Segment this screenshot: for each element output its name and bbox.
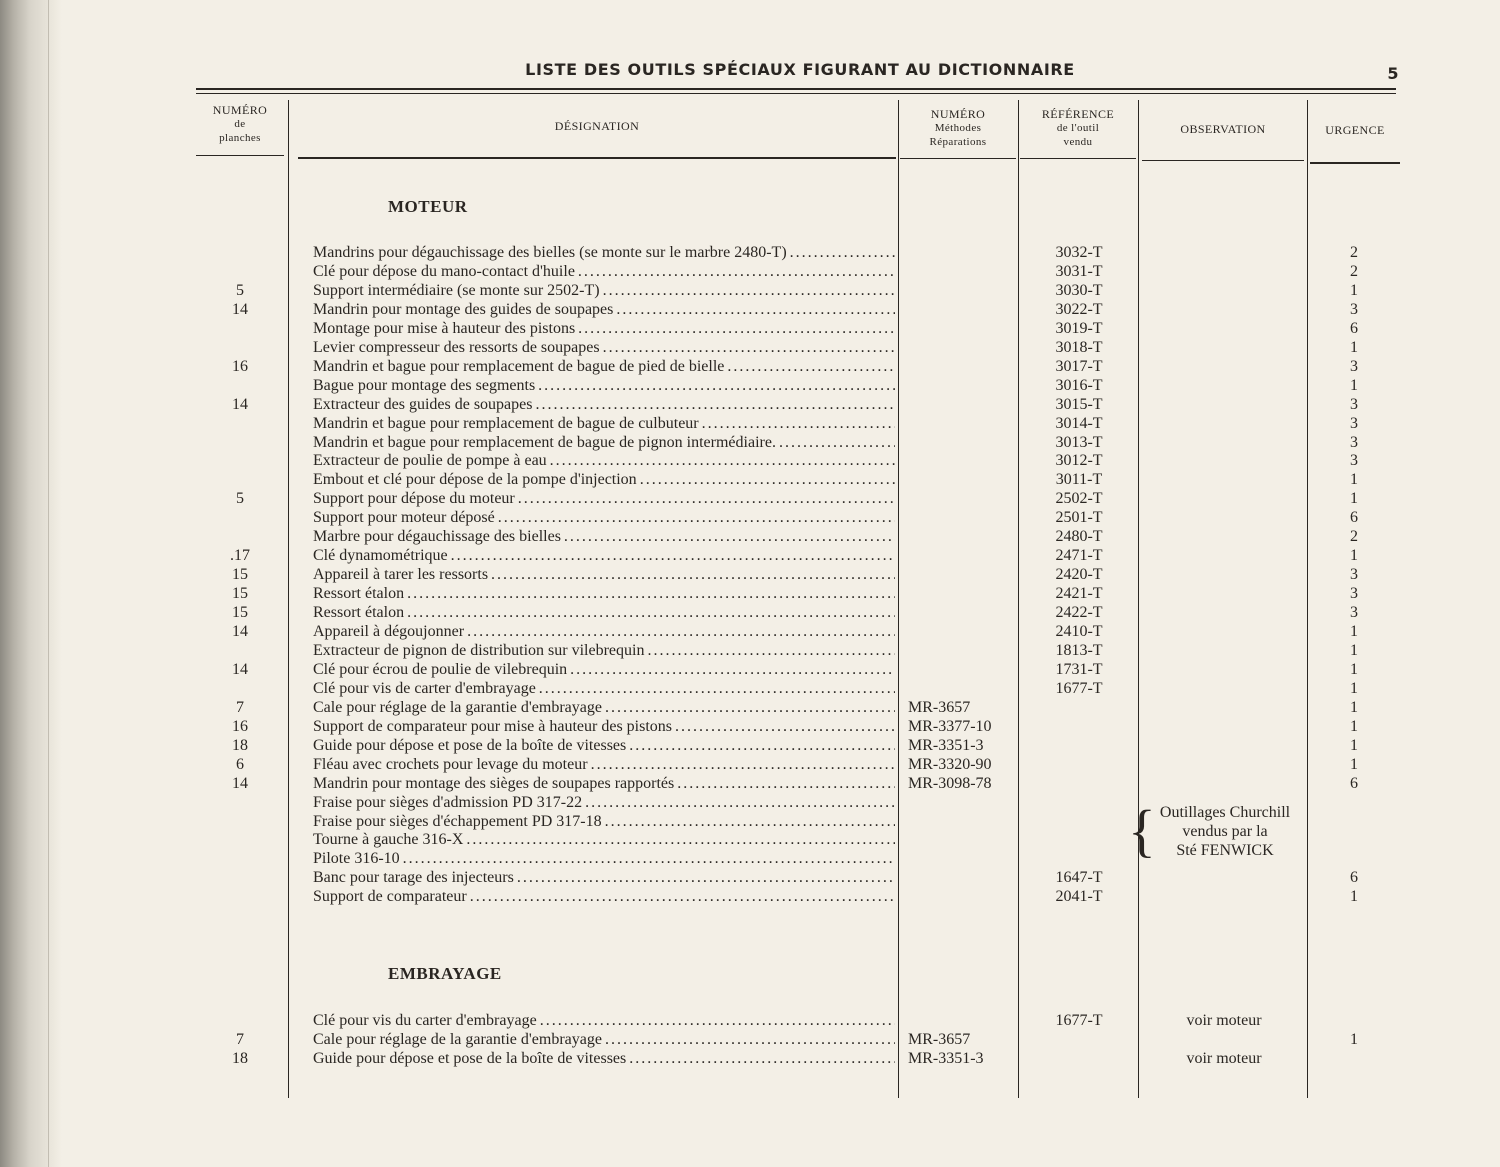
table-row bbox=[0, 319, 1500, 338]
methodes-number-cell: MR-3351-3 bbox=[908, 737, 984, 754]
header-reference-line1: RÉFÉRENCE bbox=[1041, 107, 1115, 121]
group-observation bbox=[1142, 803, 1308, 860]
table-row bbox=[0, 489, 1500, 508]
header-methodes-line1: NUMÉRO bbox=[930, 107, 986, 121]
section-title-embrayage: EMBRAYAGE bbox=[388, 964, 502, 983]
top-rule-thin bbox=[196, 93, 1396, 94]
planche-number-cell: 18 bbox=[232, 737, 248, 754]
header-methodes bbox=[900, 107, 1016, 149]
designation-cell: Clé pour écrou de poulie de vilebrequin . . . bbox=[313, 660, 895, 679]
urgence-cell: 6 bbox=[1350, 509, 1358, 526]
table-row bbox=[0, 717, 1500, 736]
table-row bbox=[0, 660, 1500, 679]
table-row bbox=[0, 527, 1500, 546]
table-row bbox=[0, 262, 1500, 281]
methodes-number-cell: MR-3657 bbox=[908, 699, 971, 716]
header-methodes-line3: Réparations bbox=[929, 136, 987, 148]
designation-cell: Bague pour montage des segments . . . bbox=[313, 376, 895, 395]
table-row bbox=[0, 1049, 1500, 1068]
urgence-cell: 1 bbox=[1350, 642, 1358, 659]
designation-cell: Appareil à tarer les ressorts . . . bbox=[313, 565, 895, 584]
designation-cell: Banc pour tarage des injecteurs . . . bbox=[313, 868, 895, 887]
methodes-number-cell: MR-3351-3 bbox=[908, 1050, 984, 1067]
designation-cell: Guide pour dépose et pose de la boîte de vitesses . . . bbox=[313, 736, 895, 755]
urgence-cell: 3 bbox=[1350, 358, 1358, 375]
reference-cell: 3013-T bbox=[1055, 434, 1103, 451]
designation-cell: Marbre pour dégauchissage des bielles . . . bbox=[313, 527, 895, 546]
header-urgence: URGENCE bbox=[1325, 123, 1385, 137]
table-row bbox=[0, 887, 1500, 906]
designation-cell: Extracteur des guides de soupapes . . . bbox=[313, 395, 895, 414]
designation-cell: Levier compresseur des ressorts de soupapes . . . bbox=[313, 338, 895, 357]
header-planches-line2: de bbox=[234, 118, 246, 130]
table-row bbox=[0, 755, 1500, 774]
reference-cell: 3032-T bbox=[1055, 244, 1103, 261]
planche-number-cell: 14 bbox=[232, 301, 248, 318]
urgence-cell: 1 bbox=[1350, 623, 1358, 640]
page-title: LISTE DES OUTILS SPÉCIAUX FIGURANT AU DICTIONNAIRE bbox=[525, 60, 1075, 79]
table-row bbox=[0, 868, 1500, 887]
table-row bbox=[0, 357, 1500, 376]
urgence-cell: 1 bbox=[1350, 756, 1358, 773]
reference-cell: 1647-T bbox=[1055, 869, 1103, 886]
designation-cell: Cale pour réglage de la garantie d'embrayage . . . bbox=[313, 698, 895, 717]
designation-cell: Extracteur de poulie de pompe à eau . . . bbox=[313, 451, 895, 470]
designation-cell: Clé pour dépose du mano-contact d'huile . . . bbox=[313, 262, 895, 281]
group-observation-line1: Outillages Churchill bbox=[1159, 804, 1291, 821]
urgence-cell: 1 bbox=[1350, 471, 1358, 488]
designation-cell: Mandrins pour dégauchissage des bielles (se monte sur le marbre 2480-T) . . . bbox=[313, 243, 895, 262]
table-row bbox=[0, 622, 1500, 641]
designation-cell: Clé pour vis de carter d'embrayage . . . bbox=[313, 679, 895, 698]
urgence-cell: 1 bbox=[1350, 1031, 1358, 1048]
reference-cell: 3030-T bbox=[1055, 282, 1103, 299]
group-observation-line3: Sté FENWICK bbox=[1176, 842, 1274, 859]
planche-number-cell: 14 bbox=[232, 623, 248, 640]
urgence-cell: 3 bbox=[1350, 415, 1358, 432]
planche-number-cell: 16 bbox=[232, 358, 248, 375]
header-observation: OBSERVATION bbox=[1180, 122, 1266, 136]
reference-cell: 2410-T bbox=[1055, 623, 1103, 640]
table-row bbox=[0, 736, 1500, 755]
designation-cell: Mandrin et bague pour remplacement de bague de culbuteur . . . bbox=[313, 414, 895, 433]
urgence-cell: 3 bbox=[1350, 585, 1358, 602]
header-rule-designation bbox=[298, 157, 896, 159]
designation-cell: Clé dynamométrique . . . bbox=[313, 546, 895, 565]
group-observation-line2: vendus par la bbox=[1182, 823, 1268, 840]
urgence-cell: 6 bbox=[1350, 869, 1358, 886]
methodes-number-cell: MR-3657 bbox=[908, 1031, 971, 1048]
designation-cell: Mandrin et bague pour remplacement de bague de pied de bielle . . . bbox=[313, 357, 895, 376]
header-rule-methodes bbox=[900, 158, 1016, 159]
reference-cell: 2422-T bbox=[1055, 604, 1103, 621]
planche-number-cell: 16 bbox=[232, 718, 248, 735]
header-rule-observation bbox=[1142, 160, 1304, 161]
table-row bbox=[0, 641, 1500, 660]
table-row bbox=[0, 565, 1500, 584]
planche-number-cell: 7 bbox=[236, 699, 244, 716]
table-row bbox=[0, 1011, 1500, 1030]
urgence-cell: 1 bbox=[1350, 661, 1358, 678]
header-rule-urgence bbox=[1310, 162, 1400, 164]
urgence-cell: 6 bbox=[1350, 320, 1358, 337]
reference-cell: 2471-T bbox=[1055, 547, 1103, 564]
designation-cell: Support de comparateur . . . bbox=[313, 887, 895, 906]
reference-cell: 3022-T bbox=[1055, 301, 1103, 318]
table-row bbox=[0, 243, 1500, 262]
urgence-cell: 1 bbox=[1350, 680, 1358, 697]
table-row bbox=[0, 376, 1500, 395]
designation-cell: Fléau avec crochets pour levage du moteur . . . bbox=[313, 755, 895, 774]
reference-cell: 3017-T bbox=[1055, 358, 1103, 375]
table-row bbox=[0, 395, 1500, 414]
table-row bbox=[0, 414, 1500, 433]
header-planches bbox=[196, 103, 284, 145]
reference-cell: 3014-T bbox=[1055, 415, 1103, 432]
designation-cell: Support pour moteur déposé . . . bbox=[313, 508, 895, 527]
table-row bbox=[0, 338, 1500, 357]
planche-number-cell: 18 bbox=[232, 1050, 248, 1067]
planche-number-cell: 5 bbox=[236, 282, 244, 299]
urgence-cell: 1 bbox=[1350, 718, 1358, 735]
urgence-cell: 3 bbox=[1350, 566, 1358, 583]
designation-cell: Ressort étalon . . . bbox=[313, 603, 895, 622]
planche-number-cell: 15 bbox=[232, 604, 248, 621]
urgence-cell: 3 bbox=[1350, 301, 1358, 318]
table-row bbox=[0, 774, 1500, 793]
urgence-cell: 3 bbox=[1350, 434, 1358, 451]
header-designation: DÉSIGNATION bbox=[554, 119, 640, 133]
table-row bbox=[0, 546, 1500, 565]
reference-cell: 2420-T bbox=[1055, 566, 1103, 583]
urgence-cell: 1 bbox=[1350, 737, 1358, 754]
planche-number-cell: 15 bbox=[232, 566, 248, 583]
methodes-number-cell: MR-3098-78 bbox=[908, 775, 992, 792]
planche-number-cell: 14 bbox=[232, 661, 248, 678]
reference-cell: 1731-T bbox=[1055, 661, 1103, 678]
page-number: 5 bbox=[1387, 64, 1399, 83]
planche-number-cell: 5 bbox=[236, 490, 244, 507]
reference-cell: 1813-T bbox=[1055, 642, 1103, 659]
designation-cell: Ressort étalon . . . bbox=[313, 584, 895, 603]
table-row bbox=[0, 584, 1500, 603]
methodes-number-cell: MR-3377-10 bbox=[908, 718, 992, 735]
designation-cell: Embout et clé pour dépose de la pompe d'injection . . . bbox=[313, 470, 895, 489]
reference-cell: 2501-T bbox=[1055, 509, 1103, 526]
section-title-moteur: MOTEUR bbox=[388, 197, 468, 216]
reference-cell: 3016-T bbox=[1055, 377, 1103, 394]
observation-cell: voir moteur bbox=[1186, 1050, 1262, 1067]
methodes-number-cell: MR-3320-90 bbox=[908, 756, 992, 773]
designation-cell: Fraise pour sièges d'échappement PD 317-18 . . . bbox=[313, 812, 895, 831]
table-row bbox=[0, 603, 1500, 622]
table-row bbox=[0, 451, 1500, 470]
table-row bbox=[0, 679, 1500, 698]
planche-number-cell: 15 bbox=[232, 585, 248, 602]
reference-cell: 3018-T bbox=[1055, 339, 1103, 356]
designation-cell: Tourne à gauche 316-X . . . bbox=[313, 830, 895, 849]
table-row bbox=[0, 508, 1500, 527]
reference-cell: 2041-T bbox=[1055, 888, 1103, 905]
urgence-cell: 2 bbox=[1350, 244, 1358, 261]
table-row bbox=[0, 698, 1500, 717]
designation-cell: Mandrin pour montage des sièges de soupapes rapportés . . . bbox=[313, 774, 895, 793]
urgence-cell: 3 bbox=[1350, 452, 1358, 469]
reference-cell: 3011-T bbox=[1055, 471, 1103, 488]
urgence-cell: 3 bbox=[1350, 396, 1358, 413]
urgence-cell: 1 bbox=[1350, 888, 1358, 905]
reference-cell: 3031-T bbox=[1055, 263, 1103, 280]
designation-cell: Support intermédiaire (se monte sur 2502-T) . . . bbox=[313, 281, 895, 300]
header-planches-line1: NUMÉRO bbox=[212, 103, 268, 117]
designation-cell: Mandrin et bague pour remplacement de bague de pignon intermédiaire. . . . bbox=[313, 433, 895, 452]
urgence-cell: 2 bbox=[1350, 263, 1358, 280]
reference-cell: 2480-T bbox=[1055, 528, 1103, 545]
urgence-cell: 1 bbox=[1350, 339, 1358, 356]
top-rule bbox=[196, 88, 1396, 90]
table-row bbox=[0, 300, 1500, 319]
planche-number-cell: 7 bbox=[236, 1031, 244, 1048]
designation-cell: Mandrin pour montage des guides de soupapes . . . bbox=[313, 300, 895, 319]
table-row bbox=[0, 433, 1500, 452]
urgence-cell: 3 bbox=[1350, 604, 1358, 621]
table-row bbox=[0, 470, 1500, 489]
urgence-cell: 1 bbox=[1350, 547, 1358, 564]
reference-cell: 3019-T bbox=[1055, 320, 1103, 337]
reference-cell: 1677-T bbox=[1055, 680, 1103, 697]
reference-cell: 3012-T bbox=[1055, 452, 1103, 469]
reference-cell: 3015-T bbox=[1055, 396, 1103, 413]
header-reference-line3: vendu bbox=[1063, 136, 1093, 148]
reference-cell: 2421-T bbox=[1055, 585, 1103, 602]
designation-cell: Clé pour vis du carter d'embrayage . . . bbox=[313, 1011, 895, 1030]
urgence-cell: 1 bbox=[1350, 699, 1358, 716]
header-reference-line2: de l'outil bbox=[1056, 122, 1100, 134]
planche-number-cell: 14 bbox=[232, 396, 248, 413]
brace-icon: { bbox=[1128, 798, 1156, 863]
header-rule-planches bbox=[196, 155, 284, 156]
planche-number-cell: 6 bbox=[236, 756, 244, 773]
designation-cell: Fraise pour sièges d'admission PD 317-22 . . . bbox=[313, 793, 895, 812]
urgence-cell: 2 bbox=[1350, 528, 1358, 545]
designation-cell: Pilote 316-10 . . . bbox=[313, 849, 895, 868]
reference-cell: 1677-T bbox=[1055, 1012, 1103, 1029]
designation-cell: Montage pour mise à hauteur des pistons . . . bbox=[313, 319, 895, 338]
header-planches-line3: planches bbox=[219, 132, 261, 144]
designation-cell: Appareil à dégoujonner . . . bbox=[313, 622, 895, 641]
designation-cell: Cale pour réglage de la garantie d'embrayage . . . bbox=[313, 1030, 895, 1049]
designation-cell: Guide pour dépose et pose de la boîte de vitesses . . . bbox=[313, 1049, 895, 1068]
urgence-cell: 1 bbox=[1350, 377, 1358, 394]
designation-cell: Support de comparateur pour mise à hauteur des pistons . . . bbox=[313, 717, 895, 736]
observation-cell: voir moteur bbox=[1186, 1012, 1262, 1029]
header-rule-reference bbox=[1020, 158, 1136, 159]
planche-number-cell: .17 bbox=[230, 547, 250, 564]
table-row bbox=[0, 1030, 1500, 1049]
planche-number-cell: 14 bbox=[232, 775, 248, 792]
header-reference bbox=[1020, 107, 1136, 149]
table-row bbox=[0, 281, 1500, 300]
urgence-cell: 1 bbox=[1350, 282, 1358, 299]
urgence-cell: 6 bbox=[1350, 775, 1358, 792]
urgence-cell: 1 bbox=[1350, 490, 1358, 507]
designation-cell: Extracteur de pignon de distribution sur vilebrequin . . . bbox=[313, 641, 895, 660]
reference-cell: 2502-T bbox=[1055, 490, 1103, 507]
designation-cell: Support pour dépose du moteur . . . bbox=[313, 489, 895, 508]
header-methodes-line2: Méthodes bbox=[934, 122, 982, 134]
